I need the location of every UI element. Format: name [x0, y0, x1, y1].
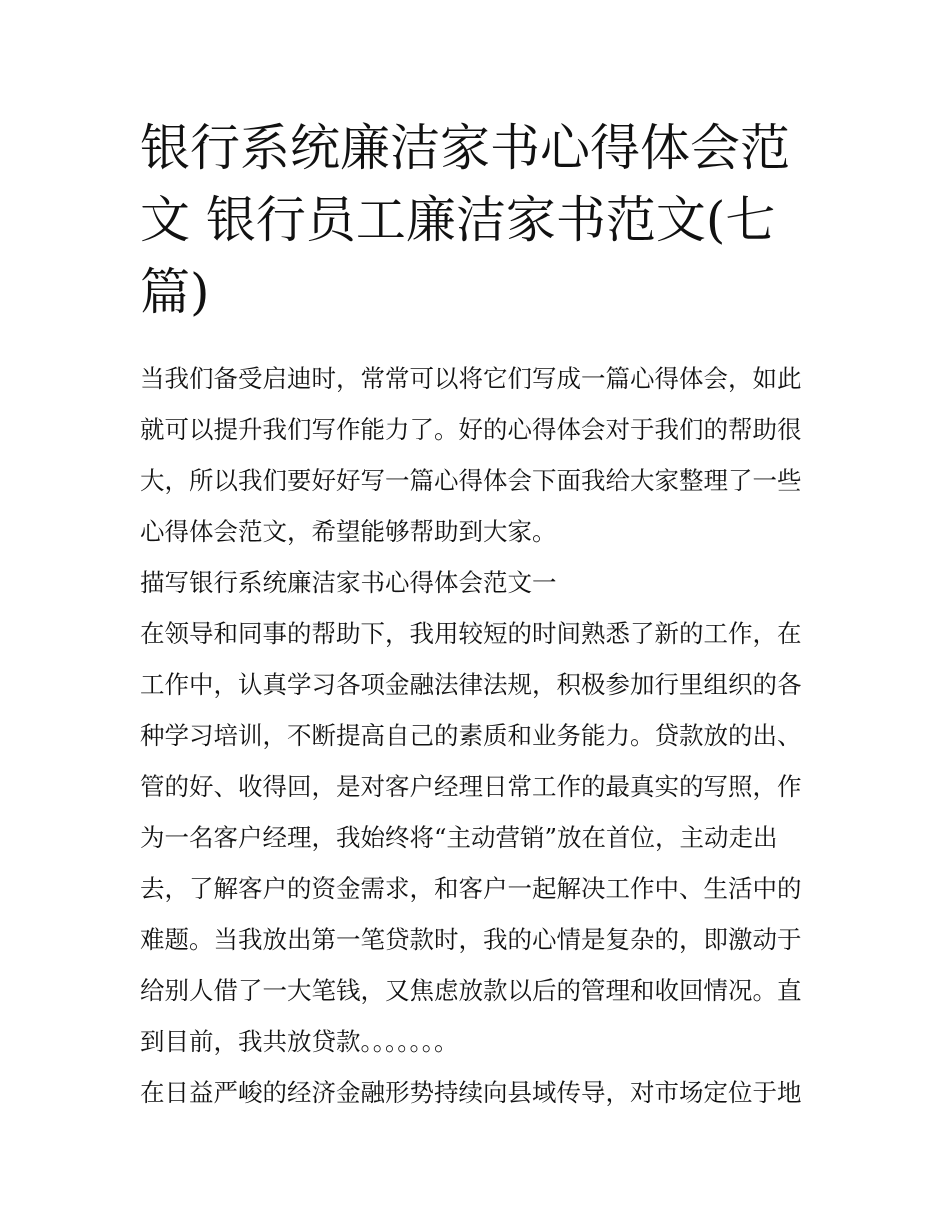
title-line-3: 篇): [140, 263, 210, 321]
body-line-12: 难题。当我放出第一笔贷款时，我的心情是复杂的，即激动于: [140, 925, 802, 954]
body-line-3: 大，所以我们要好好写一篇心得体会下面我给大家整理了一些: [140, 466, 802, 495]
body-line-14: 到目前，我共放贷款。。。。。。。: [140, 1027, 459, 1056]
body-line-11: 去，了解客户的资金需求，和客户一起解决工作中、生活中的: [140, 874, 802, 903]
body-line-10: 为一名客户经理，我始终将“主动营销”放在首位，主动走出: [140, 823, 778, 852]
body-line-6: 在领导和同事的帮助下，我用较短的时间熟悉了新的工作，在: [140, 619, 802, 648]
body-line-7: 工作中，认真学习各项金融法律法规，积极参加行里组织的各: [140, 670, 802, 699]
body-line-4: 心得体会范文，希望能够帮助到大家。: [140, 517, 557, 546]
title-line-1: 银行系统廉洁家书心得体会范: [140, 119, 790, 177]
document-title: [140, 112, 820, 328]
body-line-2: 就可以提升我们写作能力了。好的心得体会对于我们的帮助很: [140, 415, 802, 444]
body-line-1: 当我们备受启迪时，常常可以将它们写成一篇心得体会，如此: [140, 364, 802, 393]
title-line-2: 文 银行员工廉洁家书范文(七: [140, 191, 776, 249]
body-line-9: 管的好、收得回，是对客户经理日常工作的最真实的写照，作: [140, 772, 802, 801]
body-line-15: 在日益严峻的经济金融形势持续向县域传导，对市场定位于地: [140, 1078, 802, 1107]
body-line-8: 种学习培训，不断提高自己的素质和业务能力。贷款放的出、: [140, 721, 802, 750]
body-line-13: 给别人借了一大笔钱，又焦虑放款以后的管理和收回情况。直: [140, 976, 802, 1005]
document-body: [140, 353, 820, 1118]
section-heading: 描写银行系统廉洁家书心得体会范文一: [140, 568, 557, 597]
